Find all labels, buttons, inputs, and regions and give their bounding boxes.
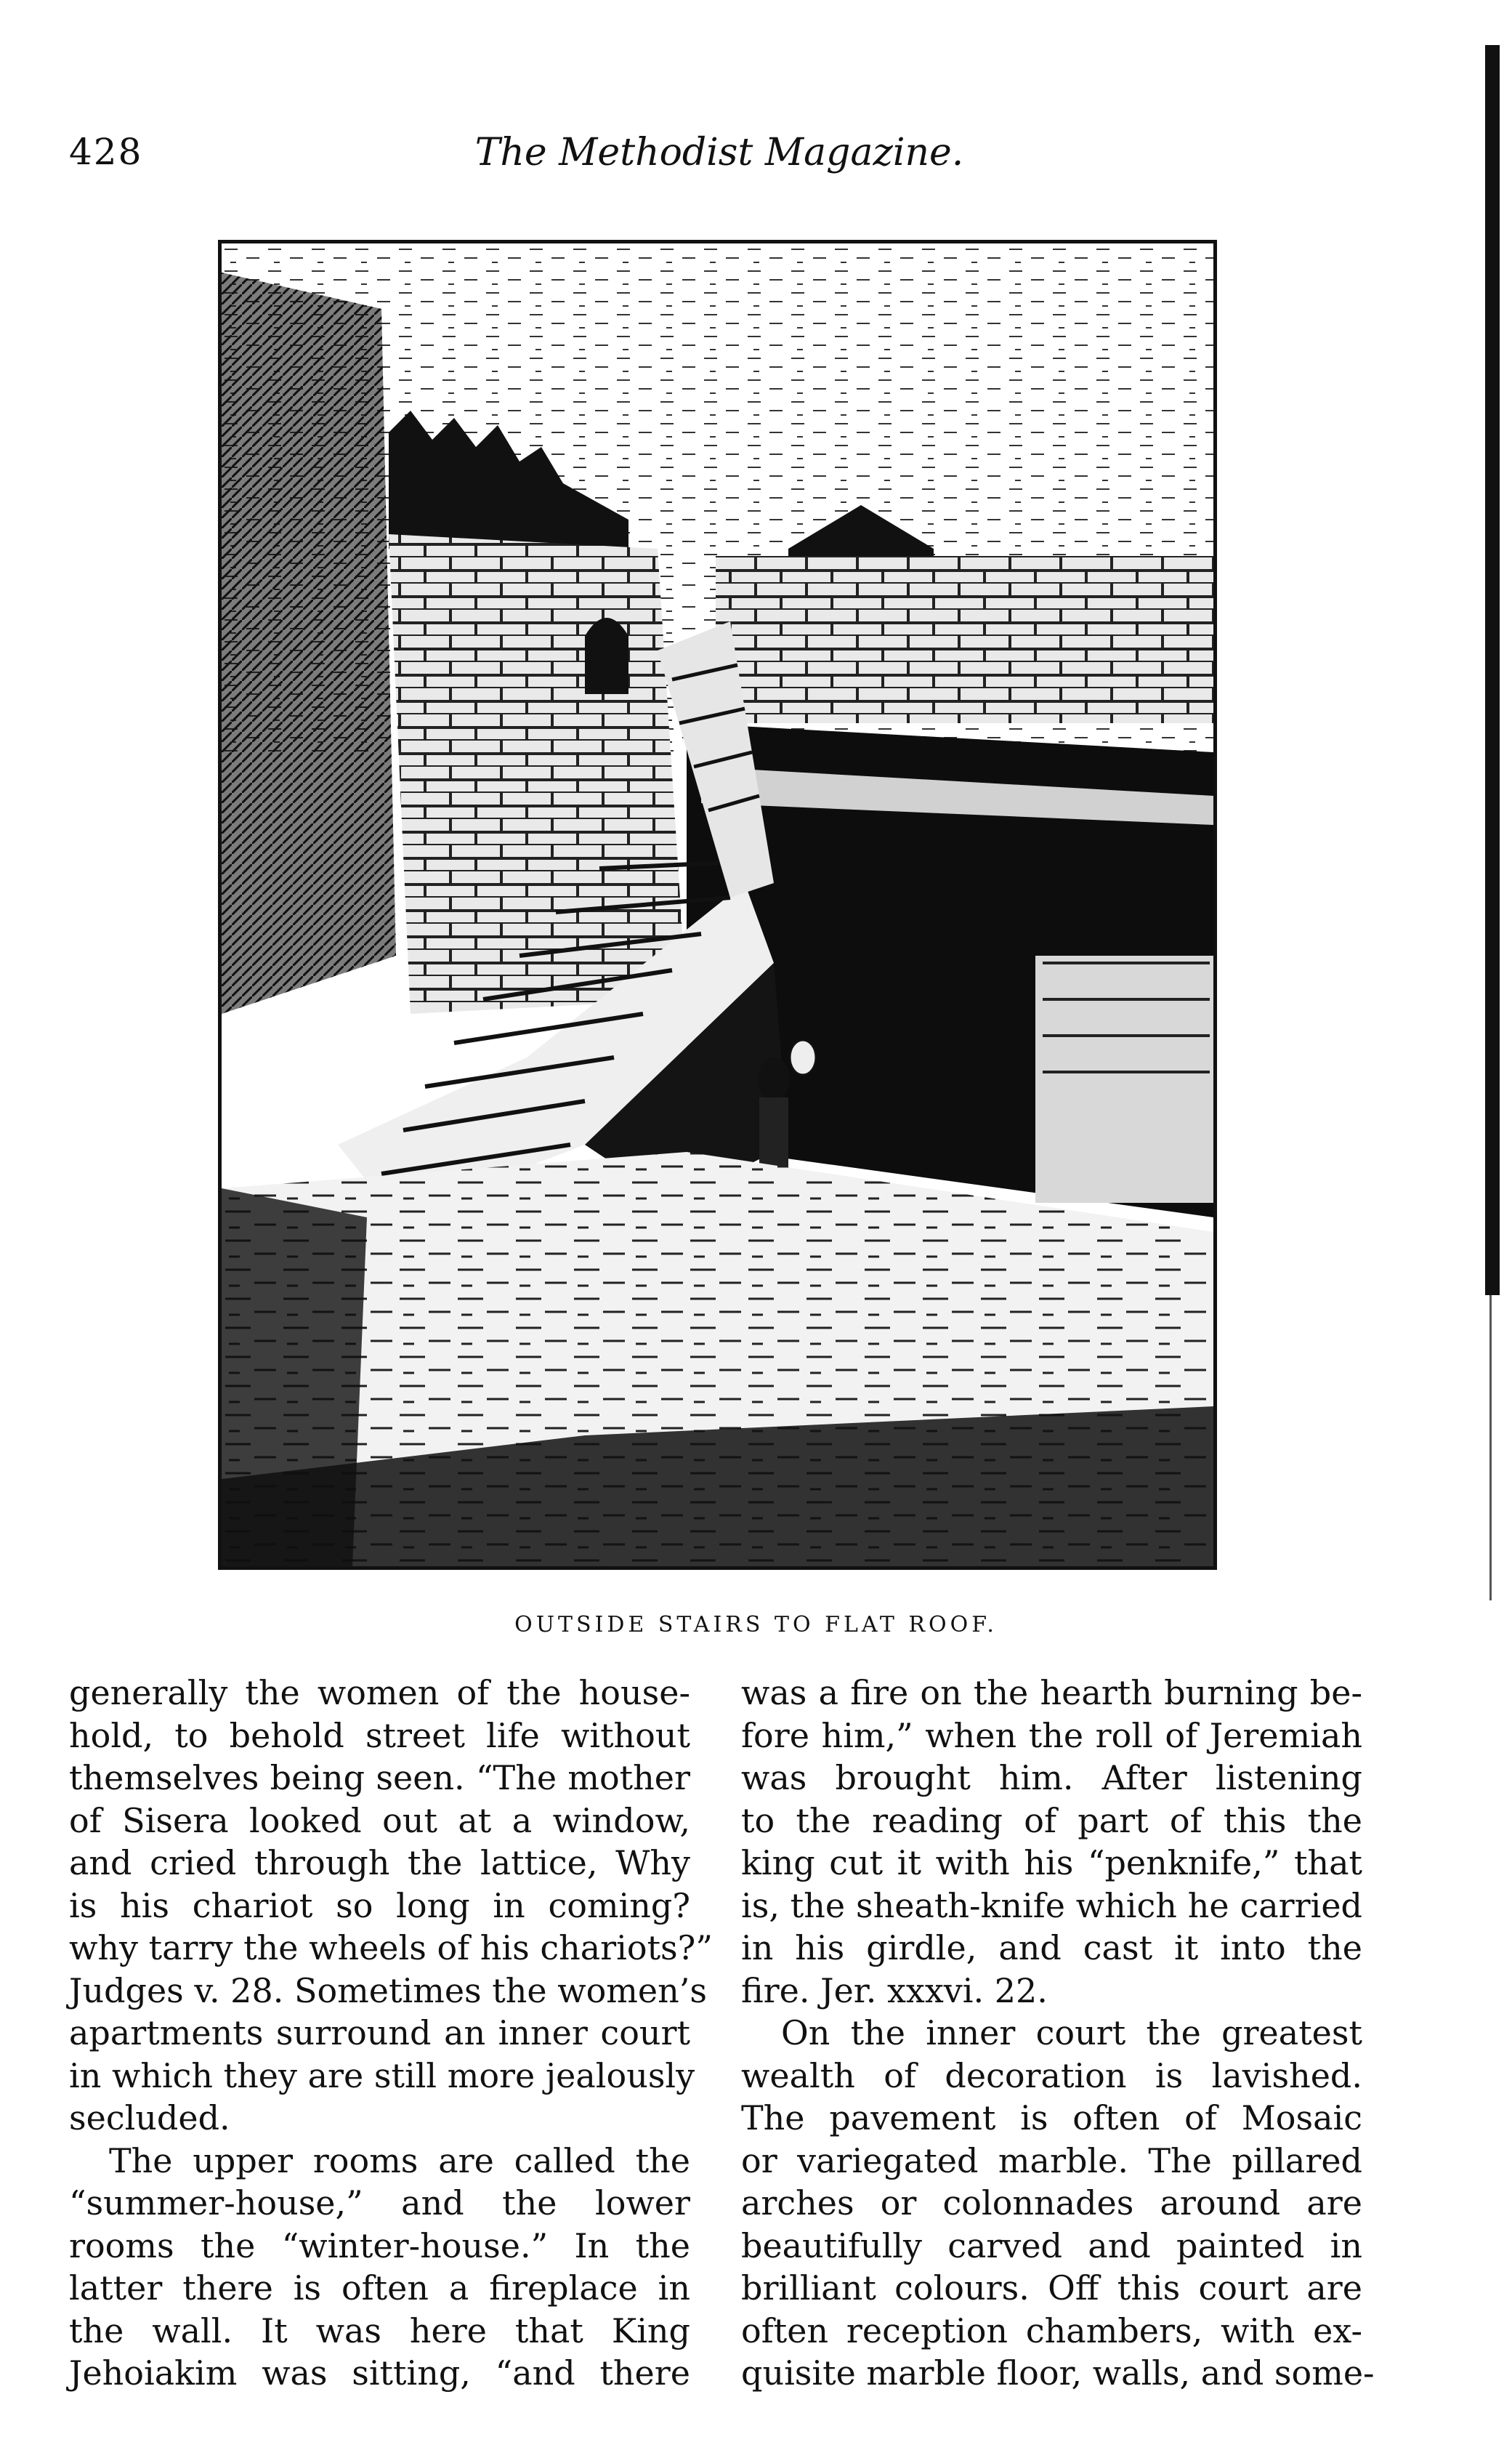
text-line: Jehoiakim was sitting, “and there [69,2353,690,2393]
left-column [69,1672,713,2395]
figure-caption: OUTSIDE STAIRS TO FLAT ROOF. [514,1612,998,1637]
text-line: fire. Jer. xxxvi. 22. [741,1970,1048,2010]
text-line: was brought him. After listening [741,1758,1362,1797]
text-line: to the reading of part of this the [741,1800,1362,1840]
text-line: themselves being seen. “The mother [69,1758,690,1797]
text-line: wealth of decoration is lavished. [741,2055,1362,2095]
text-line: The upper rooms are called the [109,2140,690,2180]
right-column [741,1672,1375,2395]
text-line: arches or colonnades around are [741,2183,1362,2223]
text-line: On the inner court the greatest [781,2013,1362,2052]
text-line: in which they are still more jealously [69,2055,695,2095]
engraving-illustration [218,240,1217,1570]
text-line: in his girdle, and cast it into the [741,1928,1362,1967]
page-edge-shadow [1485,45,1500,1295]
text-line: quisite marble floor, walls, and some- [741,2353,1375,2393]
text-line: hold, to behold street life without [69,1715,690,1755]
text-line: fore him,” when the roll of Jeremiah [741,1715,1362,1755]
text-line: why tarry the wheels of his chariots?” [69,1928,713,1967]
text-line: beautifully carved and painted in [741,2225,1362,2265]
stairs-engraving [222,243,1213,1566]
text-line: is his chariot so long in coming? [69,1885,690,1925]
text-line: secluded. [69,2098,230,2137]
text-line: the wall. It was here that King [69,2310,690,2350]
text-line: latter there is often a fireplace in [69,2268,690,2308]
page-number: 428 [69,131,143,173]
text-line: The pavement is often of Mosaic [741,2098,1362,2137]
text-line: of Sisera looked out at a window, [69,1800,690,1840]
text-line: generally the women of the house- [69,1673,690,1712]
text-line: apartments surround an inner court [69,2013,690,2052]
page-header [69,131,1370,182]
text-line: is, the sheath-knife which he carried [741,1885,1362,1925]
text-line: often reception chambers, with ex- [741,2310,1362,2350]
text-line: brilliant colours. Off this court are [741,2268,1362,2308]
text-line: “summer-house,” and the lower [69,2183,690,2223]
text-line: and cried through the lattice, Why [69,1843,690,1882]
text-line: Judges v. 28. Sometimes the women’s [69,1970,707,2010]
text-line: rooms the “winter-house.” In the [69,2225,690,2265]
running-title: The Methodist Magazine. [474,131,964,174]
text-line: king cut it with his “penknife,” that [741,1843,1362,1882]
text-line: or variegated marble. The pillared [741,2140,1362,2180]
text-line: was a fire on the hearth burning be- [741,1673,1362,1712]
page-edge-shadow-thin [1489,1295,1492,1600]
